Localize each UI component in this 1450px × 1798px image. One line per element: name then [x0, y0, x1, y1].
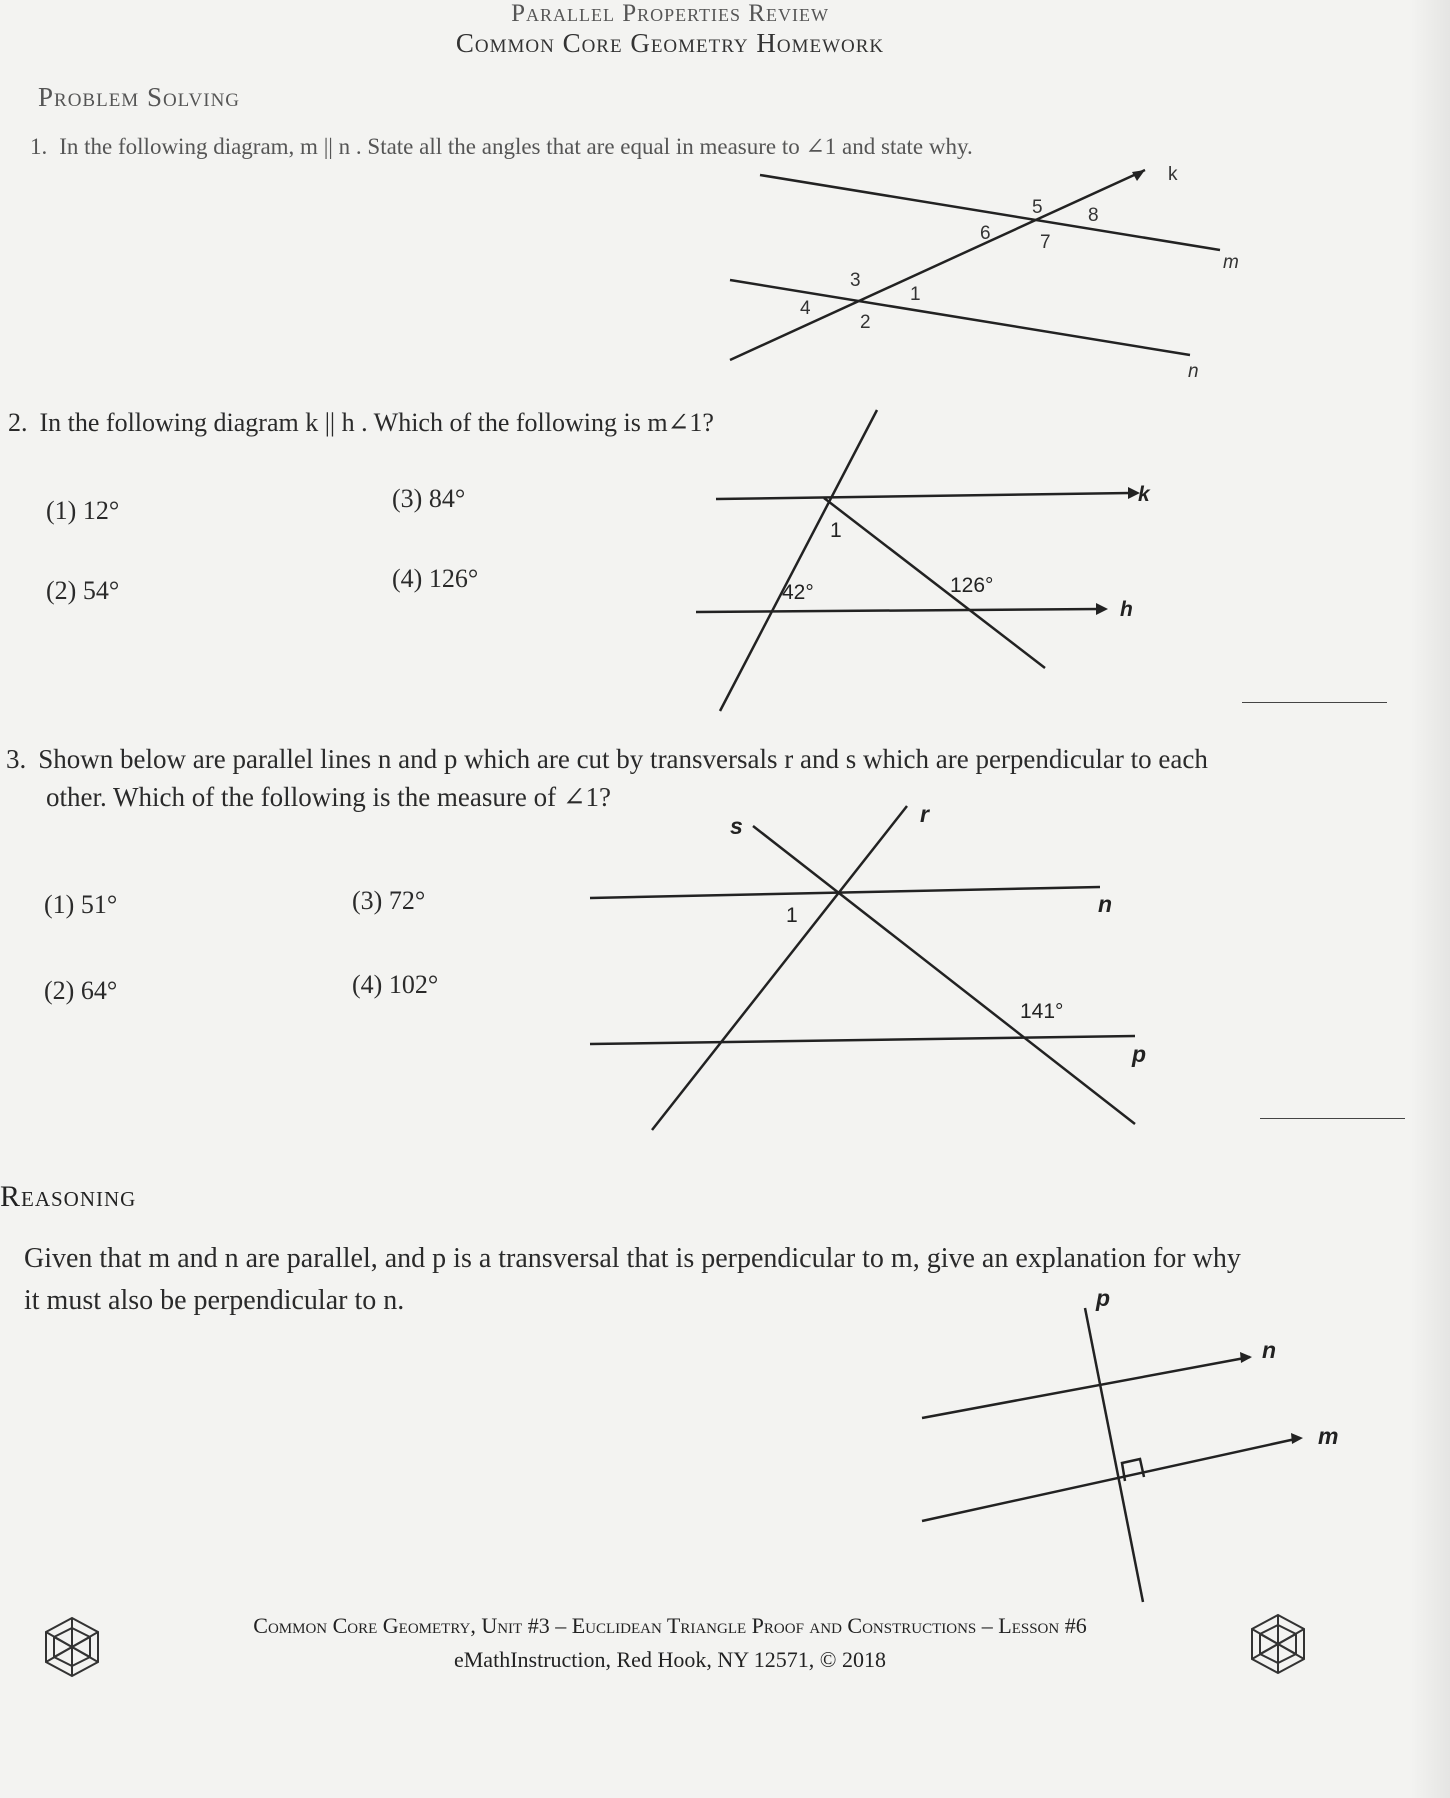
line-label-m: m: [1318, 1423, 1339, 1449]
right-angle-mark: [1122, 1459, 1144, 1481]
problem-3-choice-1: (1) 51°: [44, 890, 118, 919]
line-label-n: n: [1262, 1337, 1277, 1363]
section-heading-problem-solving: Problem Solving: [38, 82, 241, 112]
problem-2-choice-2: (2) 54°: [46, 576, 120, 605]
emath-logo-left-icon: [40, 1615, 104, 1679]
line-label-k: k: [1168, 164, 1178, 185]
angle-label-42: 42°: [782, 581, 814, 604]
arrow-k-icon: [1132, 170, 1145, 181]
section-heading-reasoning: Reasoning: [0, 1180, 137, 1213]
line-h: [696, 609, 1100, 612]
page-edge-shadow: [1410, 0, 1450, 1798]
angle-label-2: 2: [860, 312, 871, 333]
problem-4-diagram: [900, 1280, 1360, 1610]
line-label-h: h: [1120, 598, 1133, 621]
line-label-m: m: [1223, 252, 1239, 273]
angle-label-126: 126°: [950, 574, 994, 597]
problem-3-statement-1: Shown below are parallel lines n and p which are cut by transversals r and s which are perpendicular to each: [38, 744, 1208, 774]
line-label-r: r: [920, 801, 929, 827]
angle-label-1: 1: [786, 904, 798, 927]
line-label-s: s: [730, 813, 743, 839]
line-label-p: p: [1096, 1285, 1111, 1311]
line-n: [730, 280, 1190, 355]
line-r: [652, 806, 907, 1130]
problem-2-choice-4: (4) 126°: [392, 564, 479, 593]
footer-publisher-line: eMathInstruction, Red Hook, NY 12571, © 2018: [453, 1647, 887, 1672]
line-m: [922, 1438, 1300, 1521]
line-p: [590, 1036, 1135, 1044]
line-label-k: k: [1138, 483, 1150, 506]
problem-3-diagram: [580, 800, 1180, 1140]
problem-4-statement-2: it must also be perpendicular to n.: [24, 1285, 405, 1316]
problem-3-statement-2: other. Which of the following is the measure of ∠1?: [46, 782, 611, 813]
problem-2-statement: In the following diagram k || h . Which of the following is m∠1?: [39, 408, 714, 437]
problem-1-diagram: [700, 160, 1260, 390]
angle-label-7: 7: [1040, 232, 1051, 253]
line-s: [753, 826, 1135, 1124]
problem-2-diagram: [690, 405, 1170, 725]
problem-1-number: 1.: [30, 134, 48, 159]
problem-2-choice-3: (3) 84°: [392, 484, 466, 513]
problem-3-choice-3: (3) 72°: [352, 886, 426, 915]
angle-label-1: 1: [910, 284, 921, 305]
line-label-n: n: [1188, 361, 1199, 382]
transversal-left: [720, 410, 877, 711]
line-n: [922, 1357, 1250, 1418]
problem-2-number: 2.: [8, 408, 28, 437]
worksheet-subtitle: Common Core Geometry Homework: [455, 28, 885, 58]
problem-4-statement-1: Given that m and n are parallel, and p is a transversal that is perpendicular to m, give an explanation for why: [24, 1243, 1241, 1274]
footer-course-line: Common Core Geometry, Unit #3 – Euclidean Triangle Proof and Constructions – Lesson #6: [253, 1613, 1087, 1638]
problem-1-text: [30, 130, 973, 163]
problem-2-choice-1: (1) 12°: [46, 496, 120, 525]
angle-label-8: 8: [1088, 205, 1099, 226]
arrow-h-icon: [1096, 603, 1108, 615]
line-p: [1085, 1308, 1143, 1602]
line-label-p: p: [1132, 1041, 1147, 1067]
line-k: [716, 493, 1130, 499]
angle-label-1: 1: [830, 519, 842, 542]
line-label-n: n: [1098, 891, 1113, 917]
line-k: [730, 170, 1145, 360]
angle-label-141: 141°: [1020, 1000, 1064, 1023]
arrow-n-icon: [1240, 1352, 1252, 1363]
transversal-right: [824, 498, 1045, 668]
problem-2-text: [8, 404, 714, 442]
emath-logo-right-icon: [1246, 1612, 1310, 1676]
angle-label-6: 6: [980, 223, 991, 244]
problem-3-answer-line[interactable]: [1260, 1118, 1405, 1119]
angle-label-5: 5: [1032, 197, 1043, 218]
problem-3-number: 3.: [6, 744, 27, 774]
problem-3-line-1: [6, 740, 1406, 778]
problem-1-statement: In the following diagram, m || n . State all the angles that are equal in measure to ∠1 and state why.: [59, 134, 973, 159]
angle-label-4: 4: [800, 298, 811, 319]
arrow-m-icon: [1291, 1433, 1303, 1444]
problem-2-answer-line[interactable]: [1242, 702, 1387, 703]
worksheet-title: Parallel Properties Review: [511, 0, 829, 27]
problem-3-choice-4: (4) 102°: [352, 970, 439, 999]
angle-label-3: 3: [850, 270, 861, 291]
problem-3-choice-2: (2) 64°: [44, 976, 118, 1005]
